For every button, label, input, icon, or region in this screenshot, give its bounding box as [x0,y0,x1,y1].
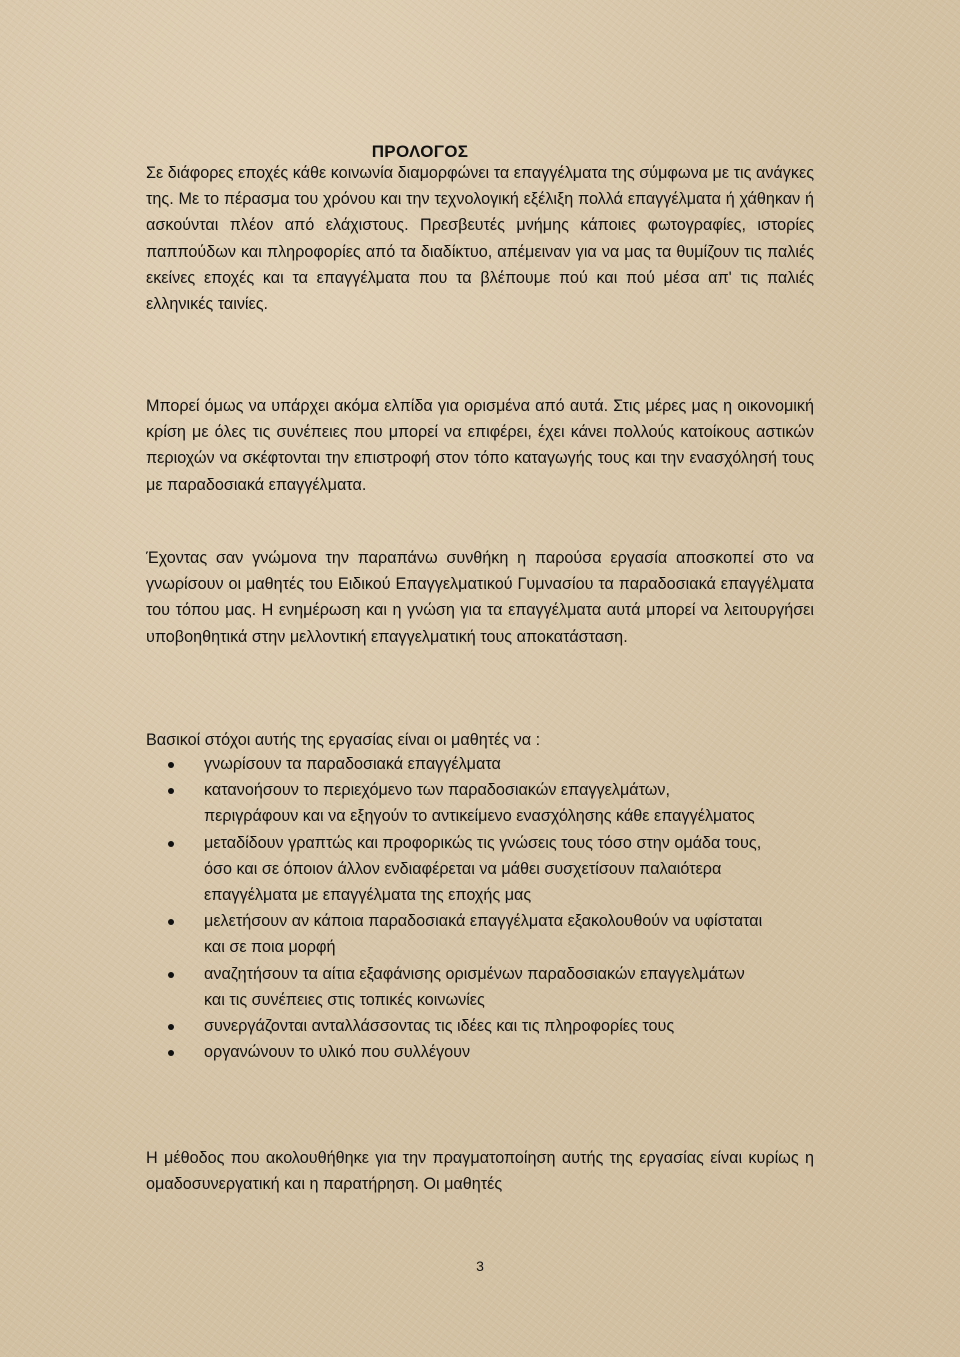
list-item [146,1013,764,1039]
bullet-icon [168,841,174,847]
list-item [146,1039,764,1065]
bullet-icon [168,788,174,794]
bullet-icon [168,919,174,925]
paragraph-intro: Σε διάφορες εποχές κάθε κοινωνία διαμορφώνει τα επαγγέλματα της σύμφωνα με τις ανάγκες της. Με το πέρασμα του χρόνου και την τεχνολογική εξέλιξη πολλά επαγγέλματα ή χάθηκαν ή ασκούνται πλέον από ελάχιστους. Πρεσβευτές μνήμης κάποιες φωτογραφίες, ιστορίες παππούδων και πληροφορίες από τα διαδίκτυο, απέμειναν για να μας τα θυμίζουν τις παλιές εκείνες εποχές και τα επαγγέλματα που τα βλέπουμε πού και πού μέσα απ' τις παλιές ελληνικές ταινίες. [146,164,814,314]
goal-text: κατανοήσουν το περιεχόμενο των παραδοσιακών επαγγελμάτων, περιγράφουν και να εξηγούν το αντικείμενο ενασχόλησης κάθε επαγγέλματος [204,781,755,826]
bullet-icon [168,1024,174,1030]
bullet-icon [168,1050,174,1056]
paragraph-goals-intro: Βασικοί στόχοι αυτής της εργασίας είναι οι μαθητές να : [146,731,541,749]
list-item [146,830,764,909]
list-item [146,751,764,777]
goal-text: γνωρίσουν τα παραδοσιακά επαγγέλματα [204,755,501,773]
goal-text: συνεργάζονται ανταλλάσσοντας τις ιδέες και τις πληροφορίες τους [204,1017,675,1036]
bullet-icon [168,972,174,978]
paragraph-hope: Μπορεί όμως να υπάρχει ακόμα ελπίδα για ορισμένα από αυτά. Στις μέρες μας η οικονομική κρίση με όλες τις συνέπειες που μπορεί να επιφέρει, έχει κάνει πολλούς κατοίκους αστικών περιοχών να σκέφτονται την επιστροφή στον τόπο καταγωγής τους και την ενασχόλησή τους με παραδοσιακά επαγγέλματα. [146,397,814,494]
bullet-icon [168,762,174,768]
list-item [146,961,764,1013]
goal-text: αναζητήσουν τα αίτια εξαφάνισης ορισμένων παραδοσιακών επαγγελμάτων και τις συνέπειες στις τοπικές κοινωνίες [204,964,745,1009]
paragraph-method: Η μέθοδος που ακολουθήθηκε για την πραγματοποίηση αυτής της εργασίας είναι κυρίως η ομαδοσυνεργατική και η παρατήρηση. Οι μαθητές [146,1149,814,1194]
goals-list [146,751,814,1065]
list-item [146,777,764,829]
goal-text: μελετήσουν αν κάποια παραδοσιακά επαγγέλματα εξακολουθούν να υφίσταται και σε ποια μορφή [204,912,763,957]
paragraph-purpose: Έχοντας σαν γνώμονα την παραπάνω συνθήκη η παρούσα εργασία αποσκοπεί στο να γνωρίσουν οι μαθητές του Ειδικού Επαγγελματικού Γυμνασίου τα παραδοσιακά επαγγέλματα του τόπου μας. Η ενημέρωση και η γνώση για τα επαγγέλματα αυτά μπορεί να λειτουργήσει υποβοηθητικά στην μελλοντική επαγγελματική τους αποκατάσταση. [146,549,814,646]
page-heading: ΠΡΟΛΟΓΟΣ [371,142,469,161]
goal-text: οργανώνουν το υλικό που συλλέγουν [204,1043,471,1062]
list-item [146,908,764,960]
goal-text: μεταδίδουν γραπτώς και προφορικώς τις γνώσεις τους τόσο στην ομάδα τους, όσο και σε όποιον άλλον ενδιαφέρεται να μάθει συσχετίσουν παλαιότερα επαγγέλματα με επαγγέλματα της εποχής μας [204,833,762,905]
page-number: 3 [476,1258,484,1274]
